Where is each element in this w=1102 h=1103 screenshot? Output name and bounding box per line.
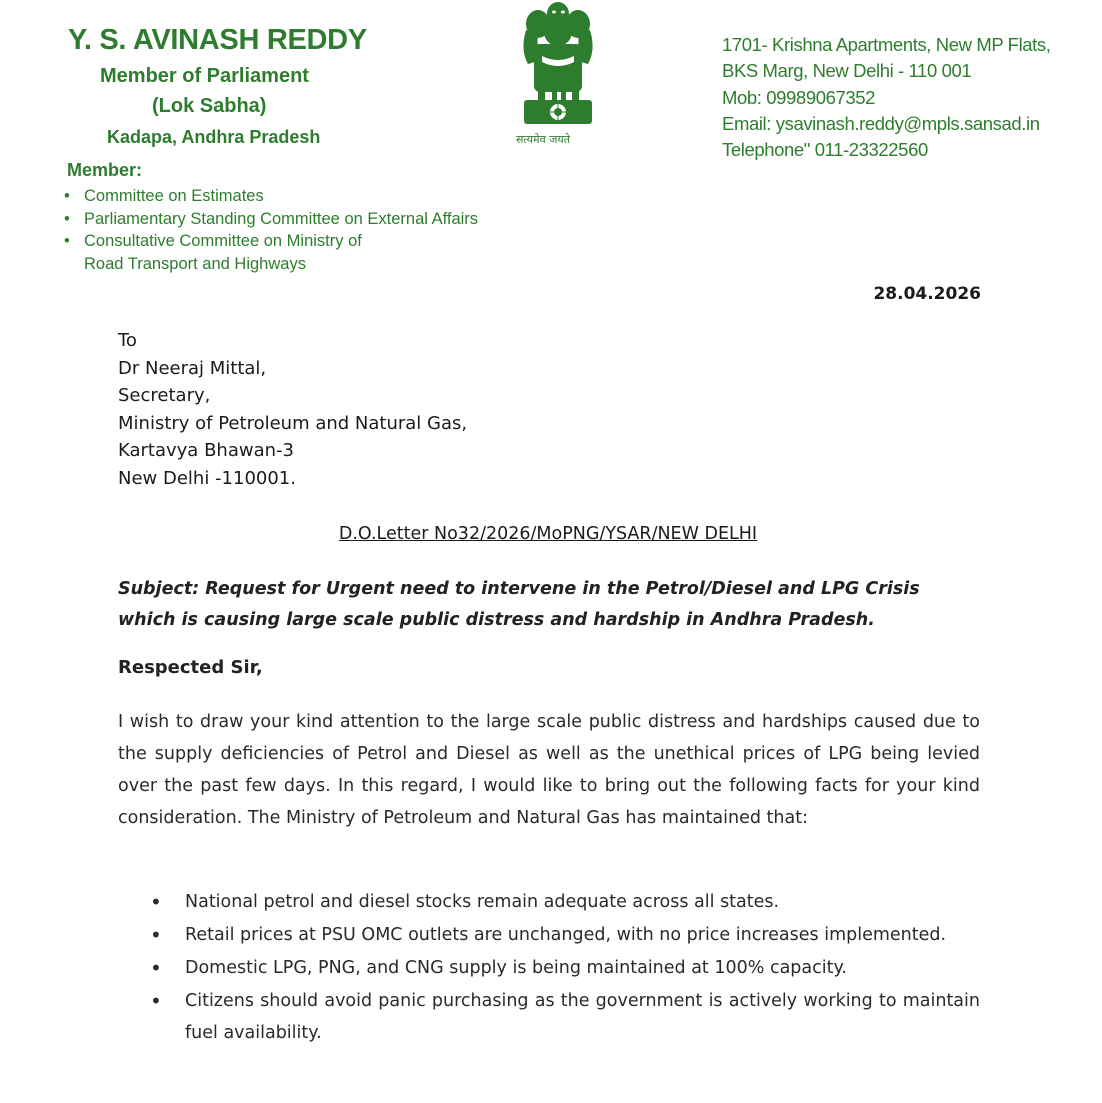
mp-constituency: Kadapa, Andhra Pradesh (107, 127, 321, 147)
address-line: 1701- Krishna Apartments, New MP Flats, (722, 34, 1051, 55)
address-block (722, 32, 1051, 163)
list-item: • National petrol and diesel stocks remain adequate across all states. (150, 886, 980, 918)
mp-house: (Lok Sabha) (152, 95, 267, 117)
recipient-line: Ministry of Petroleum and Natural Gas, (118, 412, 468, 434)
recipient-line: To (118, 330, 137, 351)
telephone-number: Telephone" 011-23322560 (722, 139, 928, 161)
committee-item: • Parliamentary Standing Committee on External Affairs (64, 208, 478, 231)
mp-role: Member of Parliament (100, 65, 309, 87)
committee-item: • Committee on Estimates (64, 185, 478, 208)
reference-number-wrap (0, 524, 1102, 544)
recipient-line: Secretary, (118, 385, 211, 406)
mobile-number: Mob: 09989067352 (722, 86, 876, 108)
email-address: Email: ysavinash.reddy@mpls.sansad.in (722, 112, 1040, 134)
mp-name: Y. S. AVINASH REDDY (68, 24, 367, 56)
emblem-motto: सत्यमेव जयते (516, 133, 571, 146)
member-heading: Member: (67, 160, 143, 180)
body-paragraph: I wish to draw your kind attention to the large scale public distress and hardships caused due to the supply deficiencies of Petrol and Diesel as well as the unethical prices of LPG being levied over the past few days. In this regard, I would like to bring out the following facts for your kind consideration. The Ministry of Petroleum and Natural Gas has maintained that: (118, 712, 980, 828)
recipient-block (118, 327, 467, 492)
national-emblem-icon (512, 0, 604, 150)
list-item: • Retail prices at PSU OMC outlets are unchanged, with no price increases implemented. (150, 919, 980, 951)
recipient-line: Dr Neeraj Mittal, (118, 357, 267, 379)
subject-line: Subject: Request for Urgent need to intervene in the Petrol/Diesel and LPG Crisis which is causing large scale public distress and hardship in Andhra Pradesh. (118, 579, 920, 630)
list-item: • Citizens should avoid panic purchasing as the government is actively working to maintain fuel availability. (150, 985, 980, 1049)
recipient-line: Kartavya Bhawan-3 (118, 440, 294, 461)
committee-list (64, 185, 478, 275)
address-line: BKS Marg, New Delhi - 110 001 (722, 60, 972, 82)
recipient-line: New Delhi -110001. (118, 467, 296, 489)
list-item: • Domestic LPG, PNG, and CNG supply is being maintained at 100% capacity. (150, 952, 980, 984)
ministry-points-list (150, 886, 980, 1050)
committee-item: • Consultative Committee on Ministry of Road Transport and Highways (64, 230, 478, 275)
letter-date: 28.04.2026 (873, 284, 981, 304)
salutation: Respected Sir, (118, 657, 263, 678)
reference-number: D.O.Letter No32/2026/MoPNG/YSAR/NEW DELHI (338, 524, 758, 544)
